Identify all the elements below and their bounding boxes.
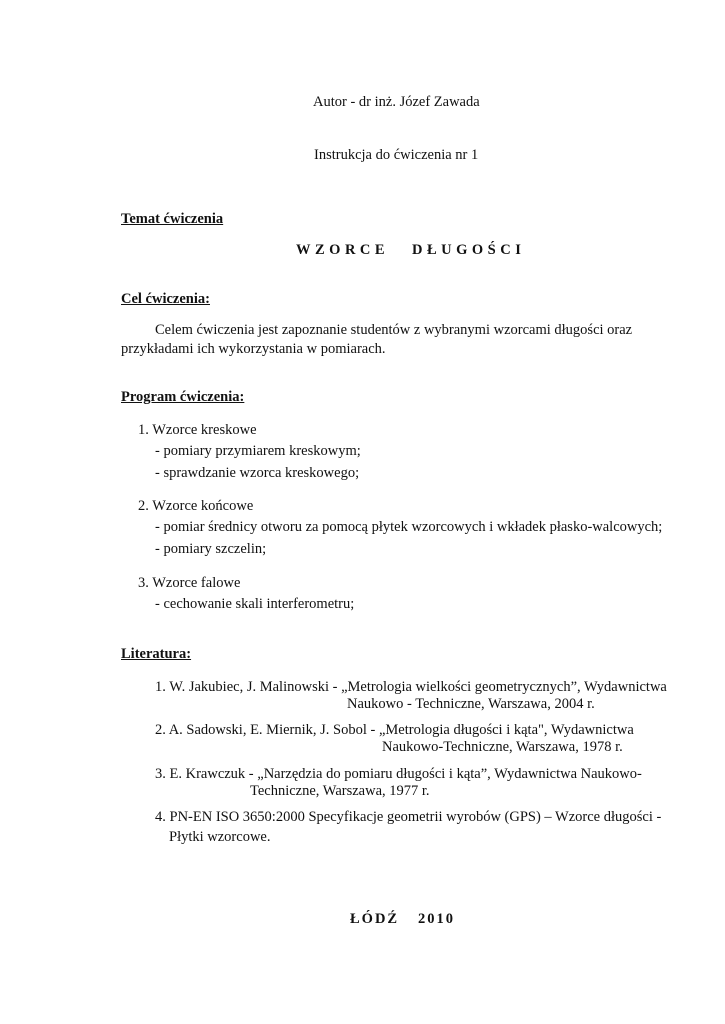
literature-item-line-2: Naukowo - Techniczne, Warszawa, 2004 r. <box>347 696 595 712</box>
literature-item-line-1: 4. PN-EN ISO 3650:2000 Specyfikacje geometrii wyrobów (GPS) – Wzorce długości - <box>155 809 662 825</box>
document-title-part2: DŁUGOŚCI <box>412 242 526 258</box>
author-line: Autor - dr inż. Józef Zawada <box>313 94 480 110</box>
literature-heading: Literatura: <box>121 646 192 662</box>
goal-text-line-2: przykładami ich wykorzystania w pomiarach. <box>121 341 386 357</box>
topic-heading: Temat ćwiczenia <box>121 211 224 227</box>
document-title-part1: WZORCE <box>296 242 390 258</box>
literature-item-line-1: 1. W. Jakubiec, J. Malinowski - „Metrologia wielkości geometrycznych”, Wydawnictwa <box>155 679 667 695</box>
program-section-title: 3. Wzorce falowe <box>138 575 241 591</box>
literature-item-line-2: Płytki wzorcowe. <box>169 829 271 845</box>
goal-text-line-1: Celem ćwiczenia jest zapoznanie studentów z wybranymi wzorcami długości oraz <box>155 322 633 338</box>
program-heading: Program ćwiczenia: <box>121 389 245 405</box>
literature-item-line-1: 3. E. Krawczuk - „Narzędzia do pomiaru długości i kąta”, Wydawnictwa Naukowo- <box>155 766 642 782</box>
literature-item-line-1: 2. A. Sadowski, E. Miernik, J. Sobol - „Metrologia długości i kąta", Wydawnictwa <box>155 722 634 738</box>
literature-item-line-2: Naukowo-Techniczne, Warszawa, 1978 r. <box>382 739 623 755</box>
program-item: - cechowanie skali interferometru; <box>155 596 355 612</box>
goal-heading: Cel ćwiczenia: <box>121 291 210 307</box>
program-item: - sprawdzanie wzorca kreskowego; <box>155 465 360 481</box>
footer-city: ŁÓDŹ <box>350 911 400 927</box>
program-item: - pomiar średnicy otworu za pomocą płytek wzorcowych i wkładek płasko-walcowych; <box>155 519 663 535</box>
instruction-line: Instrukcja do ćwiczenia nr 1 <box>314 147 479 163</box>
program-section-title: 2. Wzorce końcowe <box>138 498 254 514</box>
program-section-title: 1. Wzorce kreskowe <box>138 422 257 438</box>
literature-item-line-2: Techniczne, Warszawa, 1977 r. <box>250 783 430 799</box>
footer-year: 2010 <box>418 911 455 927</box>
program-item: - pomiary szczelin; <box>155 541 267 557</box>
program-item: - pomiary przymiarem kreskowym; <box>155 443 361 459</box>
